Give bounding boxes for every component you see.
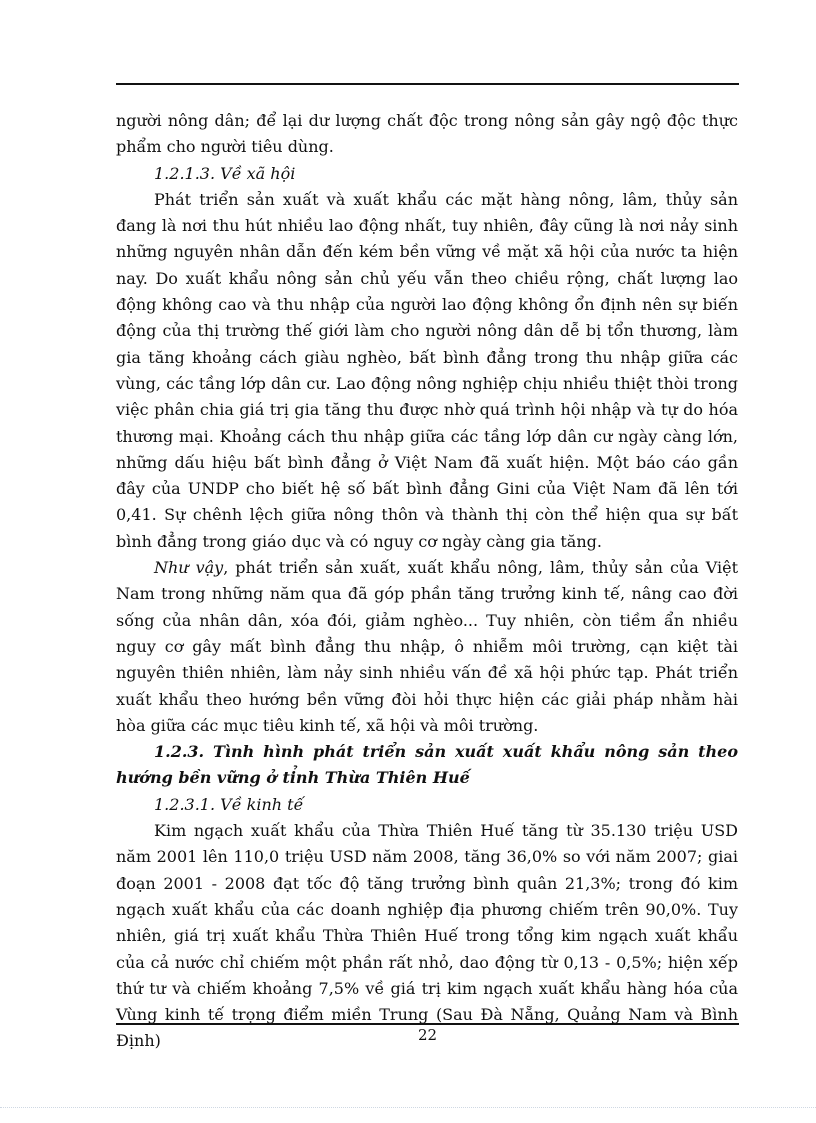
section-heading-1-2-3: 1.2.3. Tình hình phát triển sản xuất xuất khẩu nông sản theo hướng bền vững ở tỉnh Thừa Thiên Huế bbox=[116, 742, 738, 788]
paragraph-summary-lead: Như vậy bbox=[154, 558, 224, 578]
footer-rule bbox=[116, 1023, 739, 1025]
paragraph-summary bbox=[116, 555, 738, 739]
section-heading-1-2-3-1: 1.2.3.1. Về kinh tế bbox=[154, 794, 304, 814]
page-number: 22 bbox=[417, 1026, 438, 1044]
paragraph-continuation: người nông dân; để lại dư lượng chất độc trong nông sản gây ngộ độc thực phẩm cho người tiêu dùng. bbox=[116, 111, 738, 157]
page-edge-divider bbox=[0, 1107, 816, 1108]
page-body bbox=[116, 108, 738, 1055]
header-rule bbox=[116, 83, 739, 85]
paragraph-social: Phát triển sản xuất và xuất khẩu các mặt hàng nông, lâm, thủy sản đang là nơi thu hút nhiều lao động nhất, tuy nhiên, đây cũng là nơi nảy sinh những nguyên nhân dẫn đến kém bền vững về mặt xã hội của nước ta hiện nay. Do xuất khẩu nông sản chủ yếu vẫn theo chiều rộng, chất lượng lao động không cao và thu nhập của người lao động không ổn định nên sự biến động của thị trường thế giới làm cho người nông dân dễ bị tổn thương, làm gia tăng khoảng cách giàu nghèo, bất bình đẳng trong thu nhập giữa các vùng, các tầng lớp dân cư. Lao động nông nghiệp chịu nhiều thiệt thòi trong việc phân chia giá trị gia tăng thu được nhờ quá trình hội nhập và tự do hóa thương mại. Khoảng cách thu nhập giữa các tầng lớp dân cư ngày càng lớn, những dấu hiệu bất bình đẳng ở Việt Nam đã xuất hiện. Một báo cáo gần đây của UNDP cho biết hệ số bất bình đẳng Gini của Việt Nam đã lên tới 0,41. Sự chênh lệch giữa nông thôn và thành thị còn thể hiện qua sự bất bình đẳng trong giáo dục và có nguy cơ ngày càng gia tăng. bbox=[116, 189, 738, 551]
paragraph-summary-rest: , phát triển sản xuất, xuất khẩu nông, lâm, thủy sản của Việt Nam trong những năm qua đã góp phần tăng trưởng kinh tế, nâng cao đời sống của nhân dân, xóa đói, giảm nghèo... Tuy nhiên, còn tiềm ẩn nhiều nguy cơ gây mất bình đẳng thu nhập, ô nhiễm môi trường, cạn kiệt tài nguyên thiên nhiên, làm nảy sinh nhiều vấn đề xã hội phức tạp. Phát triển xuất khẩu theo hướng bền vững đòi hỏi thực hiện các giải pháp nhằm hài hòa giữa các mục tiêu kinh tế, xã hội và môi trường. bbox=[116, 558, 739, 735]
paragraph-economy: Kim ngạch xuất khẩu của Thừa Thiên Huế tăng từ 35.130 triệu USD năm 2001 lên 110,0 triệu USD năm 2008, tăng 36,0% so với năm 2007; giai đoạn 2001 - 2008 đạt tốc độ tăng trưởng bình quân 21,3%; trong đó kim ngạch xuất khẩu của các doanh nghiệp địa phương chiếm trên 90,0%. Tuy nhiên, giá trị xuất khẩu Thừa Thiên Huế trong tổng kim ngạch xuất khẩu của cả nước chỉ chiếm một phần rất nhỏ, dao động từ 0,13 - 0,5%; hiện xếp thứ tư và chiếm khoảng 7,5% về giá trị kim ngạch xuất khẩu hàng hóa của Vùng kinh tế trọng điểm miền Trung (Sau Đà Nẵng, Quảng Nam và Bình Định) bbox=[116, 821, 738, 1051]
section-heading-1-2-1-3: 1.2.1.3. Về xã hội bbox=[154, 163, 296, 183]
